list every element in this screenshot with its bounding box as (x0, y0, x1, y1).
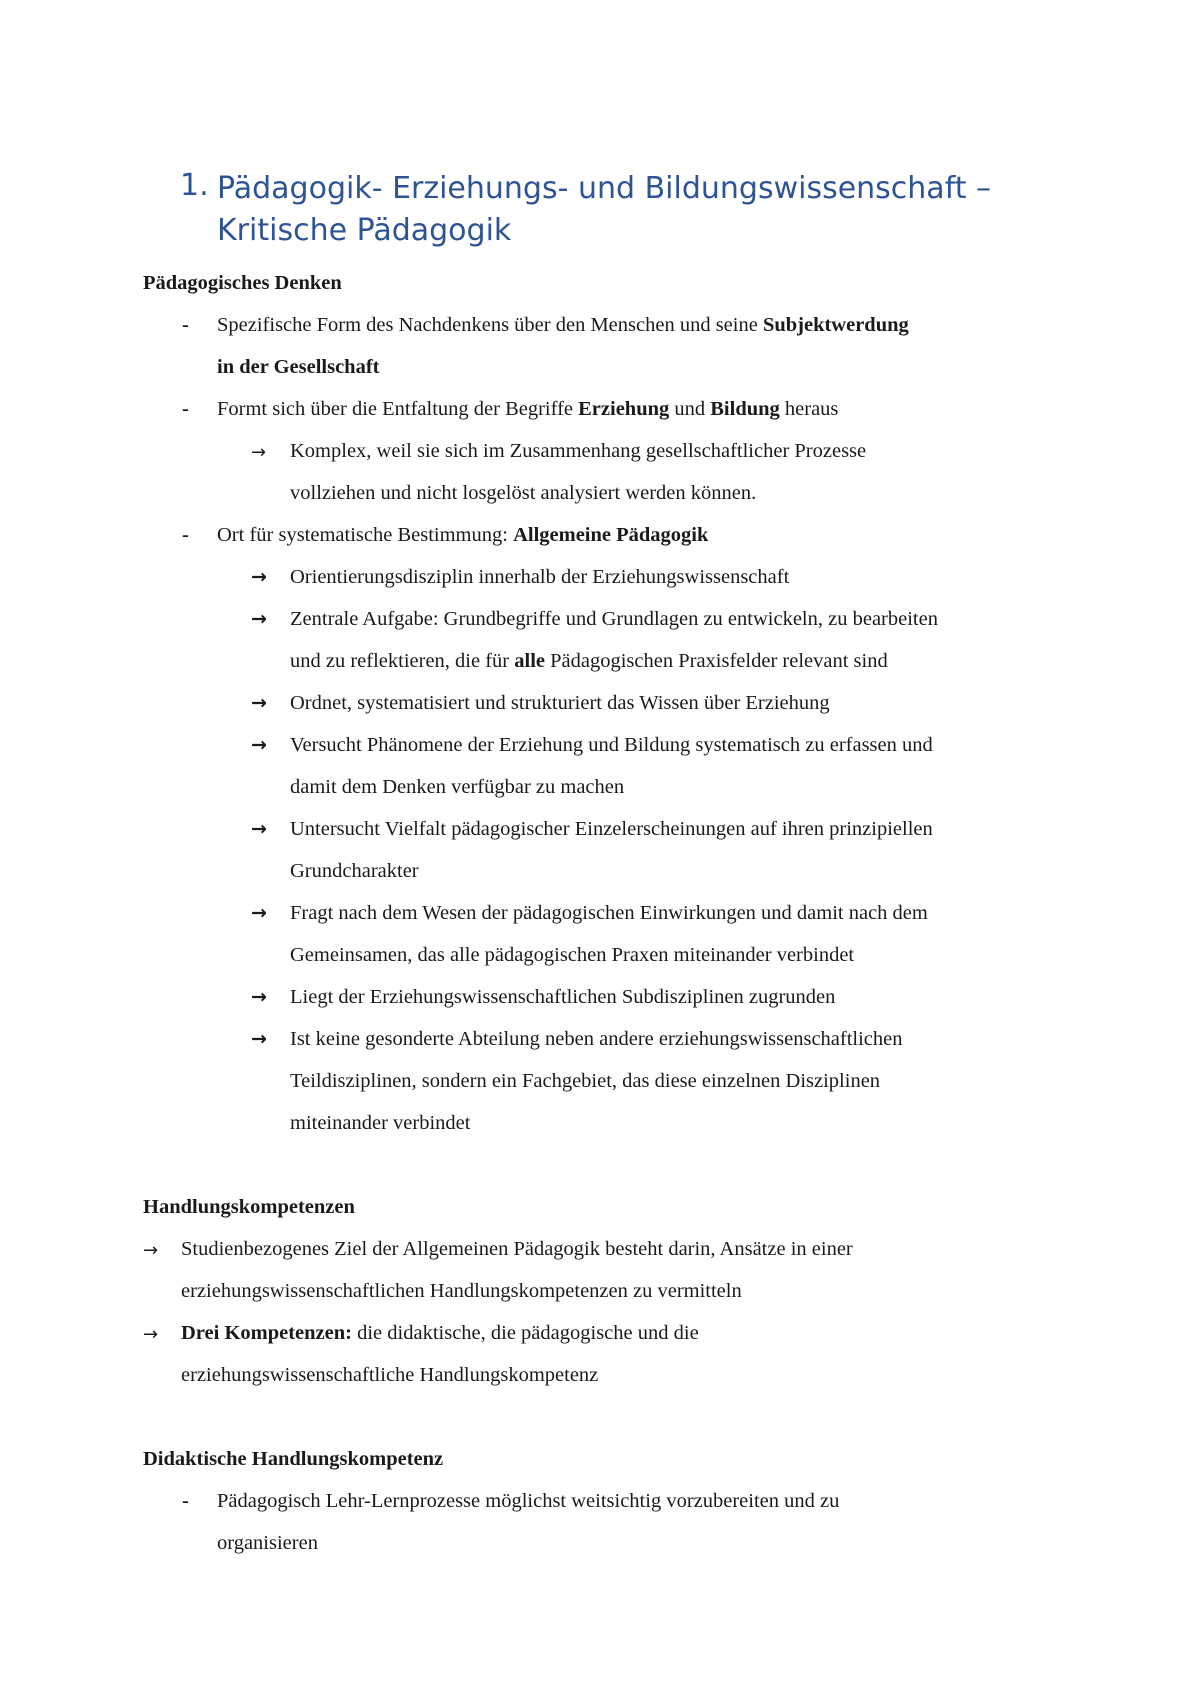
arrow-item-1: Orientierungsdisziplin innerhalb der Erziehungswissenschaft (290, 566, 790, 588)
sub-arrow-line2: vollziehen und nicht losgelöst analysiert werden können. (290, 482, 757, 504)
hk-arrow-1-line1: Studienbezogenes Ziel der Allgemeinen Pädagogik besteht darin, Ansätze in einer (181, 1238, 853, 1260)
page-title-line1: Pädagogik- Erziehungs- und Bildungswissenschaft – (217, 171, 992, 206)
arrow-item-5-line1: Untersucht Vielfalt pädagogischer Einzelerscheinungen auf ihren prinzipiellen (290, 818, 933, 840)
arrow-icon: → (251, 986, 267, 1008)
arrow-icon: → (251, 1028, 267, 1050)
bullet-dash: - (182, 398, 189, 420)
arrow-icon: → (251, 608, 267, 630)
arrow-icon: → (143, 1240, 159, 1261)
arrow-item-3: Ordnet, systematisiert und strukturiert das Wissen über Erziehung (290, 692, 830, 714)
arrow-item-7: Liegt der Erziehungswissenschaftlichen Subdisziplinen zugrunden (290, 986, 836, 1008)
bullet-3-line: Ort für systematische Bestimmung: Allgemeine Pädagogik (217, 524, 709, 546)
hk-arrow-2-line1: Drei Kompetenzen: die didaktische, die pädagogische und die (181, 1322, 699, 1344)
arrow-icon: → (251, 442, 267, 463)
arrow-item-4-line1: Versucht Phänomene der Erziehung und Bildung systematisch zu erfassen und (290, 734, 933, 756)
arrow-item-4-line2: damit dem Denken verfügbar zu machen (290, 776, 625, 798)
arrow-item-5-line2: Grundcharakter (290, 860, 419, 882)
bullet-dash: - (182, 314, 189, 336)
heading-number: 1. (180, 168, 209, 203)
page-title-line2: Kritische Pädagogik (217, 213, 512, 248)
arrow-item-6-line2: Gemeinsamen, das alle pädagogischen Praxen miteinander verbindet (290, 944, 855, 966)
sub-arrow-line1: Komplex, weil sie sich im Zusammenhang gesellschaftlicher Prozesse (290, 440, 867, 462)
page-title (217, 168, 1117, 252)
arrow-icon: → (251, 566, 267, 588)
hk-arrow-2-line2: erziehungswissenschaftliche Handlungskompetenz (181, 1364, 599, 1386)
bullet-dash: - (182, 524, 189, 546)
section-title-didaktische-handlungskompetenz: Didaktische Handlungskompetenz (143, 1448, 444, 1470)
dh-bullet-1-line1: Pädagogisch Lehr-Lernprozesse möglichst weitsichtig vorzubereiten und zu (217, 1490, 840, 1512)
arrow-item-2-line2: und zu reflektieren, die für alle Pädagogischen Praxisfelder relevant sind (290, 650, 888, 672)
hk-arrow-1-line2: erziehungswissenschaftlichen Handlungskompetenzen zu vermitteln (181, 1280, 742, 1302)
arrow-icon: → (251, 692, 267, 714)
bullet-dash: - (182, 1490, 189, 1512)
bullet-1-line1: Spezifische Form des Nachdenkens über den Menschen und seine Subjektwerdung (217, 314, 909, 336)
arrow-item-8-line3: miteinander verbindet (290, 1112, 471, 1134)
arrow-icon: → (251, 818, 267, 840)
arrow-item-8-line2: Teildisziplinen, sondern ein Fachgebiet, das diese einzelnen Disziplinen (290, 1070, 881, 1092)
arrow-item-2-line1: Zentrale Aufgabe: Grundbegriffe und Grundlagen zu entwickeln, zu bearbeiten (290, 608, 938, 630)
bullet-1-line2: in der Gesellschaft (217, 356, 380, 378)
arrow-icon: → (143, 1324, 159, 1345)
arrow-icon: → (251, 734, 267, 756)
section-title-handlungskompetenzen: Handlungskompetenzen (143, 1196, 355, 1218)
dh-bullet-1-line2: organisieren (217, 1532, 318, 1554)
arrow-item-6-line1: Fragt nach dem Wesen der pädagogischen Einwirkungen und damit nach dem (290, 902, 928, 924)
arrow-item-8-line1: Ist keine gesonderte Abteilung neben andere erziehungswissenschaftlichen (290, 1028, 903, 1050)
section-title-paedagogisches-denken: Pädagogisches Denken (143, 272, 342, 294)
bullet-2-line: Formt sich über die Entfaltung der Begriffe Erziehung und Bildung heraus (217, 398, 839, 420)
arrow-icon: → (251, 902, 267, 924)
